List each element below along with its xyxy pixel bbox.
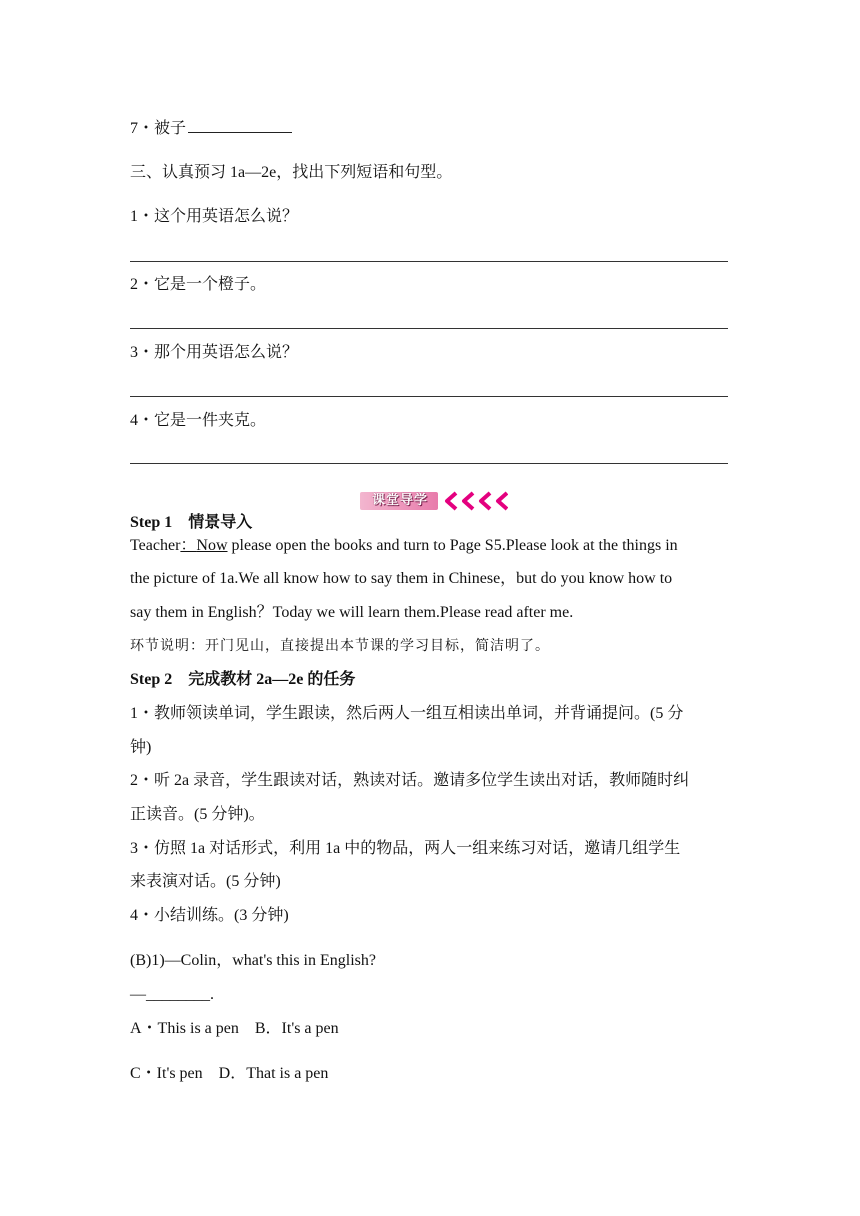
- step-1-line-1: [130, 536, 678, 556]
- section-3-item-3: 3・那个用英语怎么说？: [130, 344, 299, 361]
- step-1-note: 环节说明：开门见山，直接提出本节课的学习目标，简洁明了。: [130, 638, 550, 654]
- step-2-line-7: 4・小结训练。(3 分钟): [130, 907, 289, 924]
- step-2-line-4: 正读音。(5 分钟)。: [130, 806, 265, 823]
- answer-line-1[interactable]: [130, 261, 728, 262]
- chevrons-left-icon: [442, 490, 508, 512]
- step-2-line-1: 1・教师领读单词，学生跟读，然后两人一组互相读出单词，并背诵提问。(5 分: [130, 705, 684, 722]
- answer-line-4[interactable]: [130, 463, 728, 464]
- teacher-now: Now: [196, 537, 228, 554]
- question-options-row-1: A・This is a pen B．It's a pen: [130, 1020, 339, 1037]
- classroom-guide-banner: [360, 490, 510, 512]
- section-3-item-2: 2・它是一个橙子。: [130, 276, 267, 293]
- teacher-label: Teacher: [130, 537, 181, 554]
- step-2-line-6: 来表演对话。(5 分钟): [130, 873, 281, 890]
- banner-text: 课堂导学: [371, 493, 428, 508]
- step-2-title: Step 2 完成教材 2a—2e 的任务: [130, 671, 356, 688]
- step-2-line-2: 钟): [130, 739, 152, 756]
- item-7-label: 7・被子: [130, 120, 187, 137]
- step-2-line-3: 2・听 2a 录音，学生跟读对话，熟读对话。邀请多位学生读出对话，教师随时纠: [130, 772, 690, 789]
- answer-blank[interactable]: [188, 118, 292, 133]
- step-1-line-2: the picture of 1a.We all know how to say them in Chinese，but do you know how to: [130, 570, 673, 587]
- teacher-sep: ：: [180, 537, 197, 554]
- question-options-row-2: C・It's pen D．That is a pen: [130, 1065, 329, 1082]
- answer-line-3[interactable]: [130, 396, 728, 397]
- question-stem: (B)1)—Colin，what's this in English?: [130, 952, 376, 969]
- section-3-item-1: 1・这个用英语怎么说？: [130, 208, 299, 225]
- step-1-line-3: say them in English？Today we will learn them.Please read after me.: [130, 604, 574, 621]
- step-1-title: Step 1 情景导入: [130, 514, 253, 531]
- section-3-item-4: 4・它是一件夹克。: [130, 412, 267, 429]
- answer-line-2[interactable]: [130, 328, 728, 329]
- step-2-line-5: 3・仿照 1a 对话形式，利用 1a 中的物品，两人一组来练习对话，邀请几组学生: [130, 840, 681, 857]
- step-1-line-1-rest: please open the books and turn to Page S5.Please look at the things in: [227, 537, 678, 554]
- question-answer-line[interactable]: —________.: [130, 986, 214, 1003]
- item-7: [130, 118, 292, 139]
- section-3-heading: 三、认真预习 1a—2e，找出下列短语和句型。: [130, 164, 453, 181]
